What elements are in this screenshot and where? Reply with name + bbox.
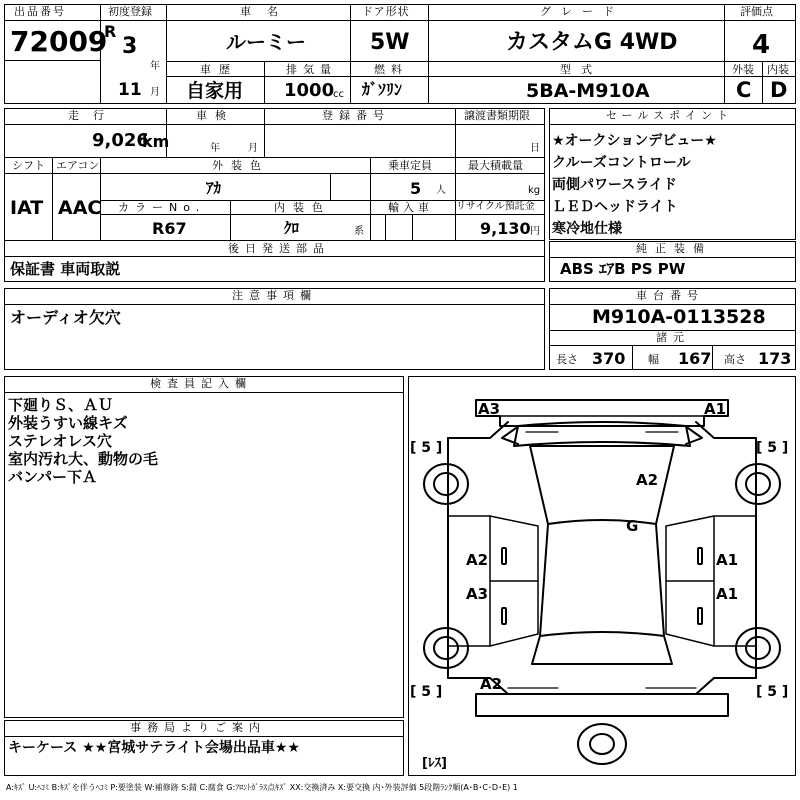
history-label: 車歴: [200, 63, 238, 76]
sales-point: 両側パワースライド: [552, 177, 677, 193]
sales-point: クルーズコントロール: [552, 155, 691, 171]
ext-grade: C: [736, 78, 752, 102]
divider: [4, 20, 796, 21]
inspector-note: バンパー下Ａ: [8, 468, 97, 486]
mileage-label: 走行: [68, 109, 118, 122]
office-value: キーケース ★★宮城サテライト会場出品車★★: [8, 740, 300, 756]
divider: [100, 214, 545, 215]
divider: [264, 61, 265, 104]
grade-label: グレード: [540, 5, 624, 18]
inspector-note: 室内汚れ大、動物の毛: [8, 450, 159, 468]
lot-number: 72009: [10, 25, 108, 58]
tire-front-right: [ 5 ]: [756, 440, 789, 456]
mark-right-rear-door: A1: [716, 585, 739, 603]
reg-no-label: 登録番号: [322, 109, 390, 122]
divider: [549, 257, 796, 258]
divider: [264, 108, 265, 157]
displacement-label: 排気量: [286, 63, 337, 76]
divider: [385, 214, 386, 240]
divider: [762, 61, 763, 104]
import-label: 輸入車: [388, 201, 433, 214]
chassis-label: 車台番号: [636, 289, 704, 302]
divider: [4, 304, 545, 305]
divider: [4, 392, 404, 393]
mark-left-front-door: A2: [466, 551, 489, 569]
equipment-value: ABS ｴｱB PS PW: [560, 260, 686, 278]
divider: [724, 4, 725, 104]
interior-unit: 系: [354, 226, 364, 237]
divider: [412, 214, 413, 240]
recycle: 9,130: [480, 219, 531, 238]
score: 4: [752, 30, 771, 60]
divider: [549, 124, 796, 125]
mark-glass: G: [626, 517, 639, 535]
sales-point: 寒冷地仕様: [552, 221, 622, 237]
divider: [4, 173, 545, 174]
width-label: 幅: [648, 353, 659, 366]
first-reg-label: 初度登録: [108, 5, 152, 18]
mark-left-rear-door: A3: [466, 585, 489, 603]
divider: [4, 60, 100, 61]
divider: [4, 736, 404, 737]
model: 5BA-M910A: [526, 80, 650, 102]
inspector-note: 外装うすい線キズ: [8, 414, 128, 432]
sales-label: セールスポイント: [606, 109, 734, 122]
inspector-note: 下廻りＳ、ＡＵ: [8, 396, 114, 414]
seats: 5: [410, 179, 422, 198]
height-value: 173: [758, 349, 792, 368]
model-label: 型式: [560, 63, 602, 76]
day-unit: 日: [530, 143, 540, 154]
mark-right-front-door: A1: [716, 551, 739, 569]
int-label: 内装: [767, 63, 789, 76]
divider: [4, 157, 545, 158]
divider: [712, 345, 713, 370]
grade: カスタムG 4WD: [506, 30, 678, 55]
history: 自家用: [186, 80, 244, 102]
door: 5W: [370, 30, 410, 55]
divider: [350, 4, 351, 104]
mark-hood: A2: [636, 471, 659, 489]
length-label: 長さ: [556, 353, 578, 366]
load-label: 最大積載量: [468, 159, 523, 172]
equipment-label: 純正装備: [636, 242, 712, 255]
height-label: 高さ: [724, 353, 746, 366]
era: R: [104, 22, 117, 41]
later-parts: 保証書 車両取説: [10, 260, 121, 278]
later-label: 後日発送部品: [228, 242, 330, 255]
inspector-note: ステレオレス穴: [8, 432, 112, 450]
divider: [166, 4, 167, 104]
spare-tire: [ﾚｽ]: [422, 756, 447, 771]
inspector-label: 検査員記入欄: [150, 377, 252, 390]
divider: [4, 240, 545, 241]
load-unit: kg: [528, 185, 541, 196]
color-label: 外装色: [212, 159, 269, 172]
car-name: ルーミー: [226, 30, 306, 54]
chassis-number: M910A-0113528: [592, 306, 766, 328]
year-unit: 年: [150, 61, 160, 72]
tire-front-left: [ 5 ]: [410, 440, 443, 456]
mark-front-left: A3: [478, 400, 501, 418]
color-no-label: カラーNo.: [118, 201, 206, 214]
mark-rear-bumper: A2: [480, 675, 503, 693]
yen-unit: 円: [530, 226, 540, 237]
divider: [4, 124, 545, 125]
divider: [4, 256, 545, 257]
notes-value: オーディオ欠穴: [10, 308, 121, 327]
door-label: ドア形状: [362, 5, 410, 18]
month-number: 11: [118, 80, 142, 100]
divider: [230, 200, 231, 240]
interior-color: ｸﾛ: [284, 219, 300, 237]
seats-unit: 人: [436, 185, 446, 196]
insp-year-unit: 年: [210, 143, 220, 154]
tire-rear-right: [ 5 ]: [756, 684, 789, 700]
divider: [549, 304, 796, 305]
tire-rear-left: [ 5 ]: [410, 684, 443, 700]
mark-front-right: A1: [704, 400, 727, 418]
sales-point: ＬＥＤヘッドライト: [552, 199, 678, 215]
year-number: 3: [122, 34, 138, 59]
seats-label: 乗車定員: [388, 159, 432, 172]
inspector-notes-list: [8, 396, 158, 486]
legend: A:ｷｽﾞ U:ﾍｺﾐ B:ｷｽﾞを伴うﾍｺﾐ P:要塗装 W:補修跡 S:錆 C:腐食 G:ﾌﾛﾝﾄｶﾞﾗｽ点ｷｽﾞ XX:交換済み X:要交換 内･外装評価 5段階ﾗﾝｸ順(A･B･C･D･E) 1: [6, 783, 518, 792]
color-no: R67: [152, 219, 187, 238]
displacement: 1000: [284, 80, 335, 101]
fuel-label: 燃料: [374, 63, 408, 76]
month-unit: 月: [150, 87, 160, 98]
inspection-label: 車検: [196, 109, 234, 122]
divider: [330, 173, 331, 200]
recycle-label: リサイクル預託金: [456, 201, 535, 212]
fuel: ｶﾞｿﾘﾝ: [362, 80, 403, 99]
int-grade: D: [770, 78, 788, 102]
divider: [166, 76, 796, 77]
length-value: 370: [592, 349, 626, 368]
ac: AAC: [58, 197, 102, 219]
divider: [370, 157, 371, 240]
width-value: 167: [678, 349, 712, 368]
office-label: 事務局よりご案内: [130, 721, 266, 734]
lot-label: 出品番号: [14, 5, 66, 18]
sales-points-list: [552, 130, 717, 240]
divider: [632, 345, 633, 370]
cc-unit: cc: [333, 89, 344, 100]
divider: [549, 345, 796, 346]
divider: [455, 157, 456, 240]
divider: [428, 4, 429, 104]
dims-label: 諸元: [656, 331, 690, 344]
color: ｱｶ: [206, 179, 222, 197]
interior-color-label: 内装色: [274, 201, 331, 214]
ac-label: エアコン: [56, 159, 100, 172]
score-label: 評価点: [740, 5, 773, 18]
ext-label: 外装: [732, 63, 754, 76]
car-diagram: [408, 376, 796, 776]
mileage: 9,026: [92, 130, 149, 151]
transfer-label: 譲渡書類期限: [464, 109, 530, 122]
shift-label: シフト: [12, 159, 45, 172]
km-unit: km: [142, 132, 170, 151]
divider: [455, 108, 456, 157]
shift: IAT: [10, 197, 44, 219]
notes-label: 注意事項欄: [232, 289, 317, 302]
divider: [166, 61, 796, 62]
insp-month-unit: 月: [248, 143, 258, 154]
divider: [52, 157, 53, 240]
sales-point: ★オークションデビュー★: [552, 133, 717, 149]
car-name-label: 車名: [240, 5, 294, 18]
